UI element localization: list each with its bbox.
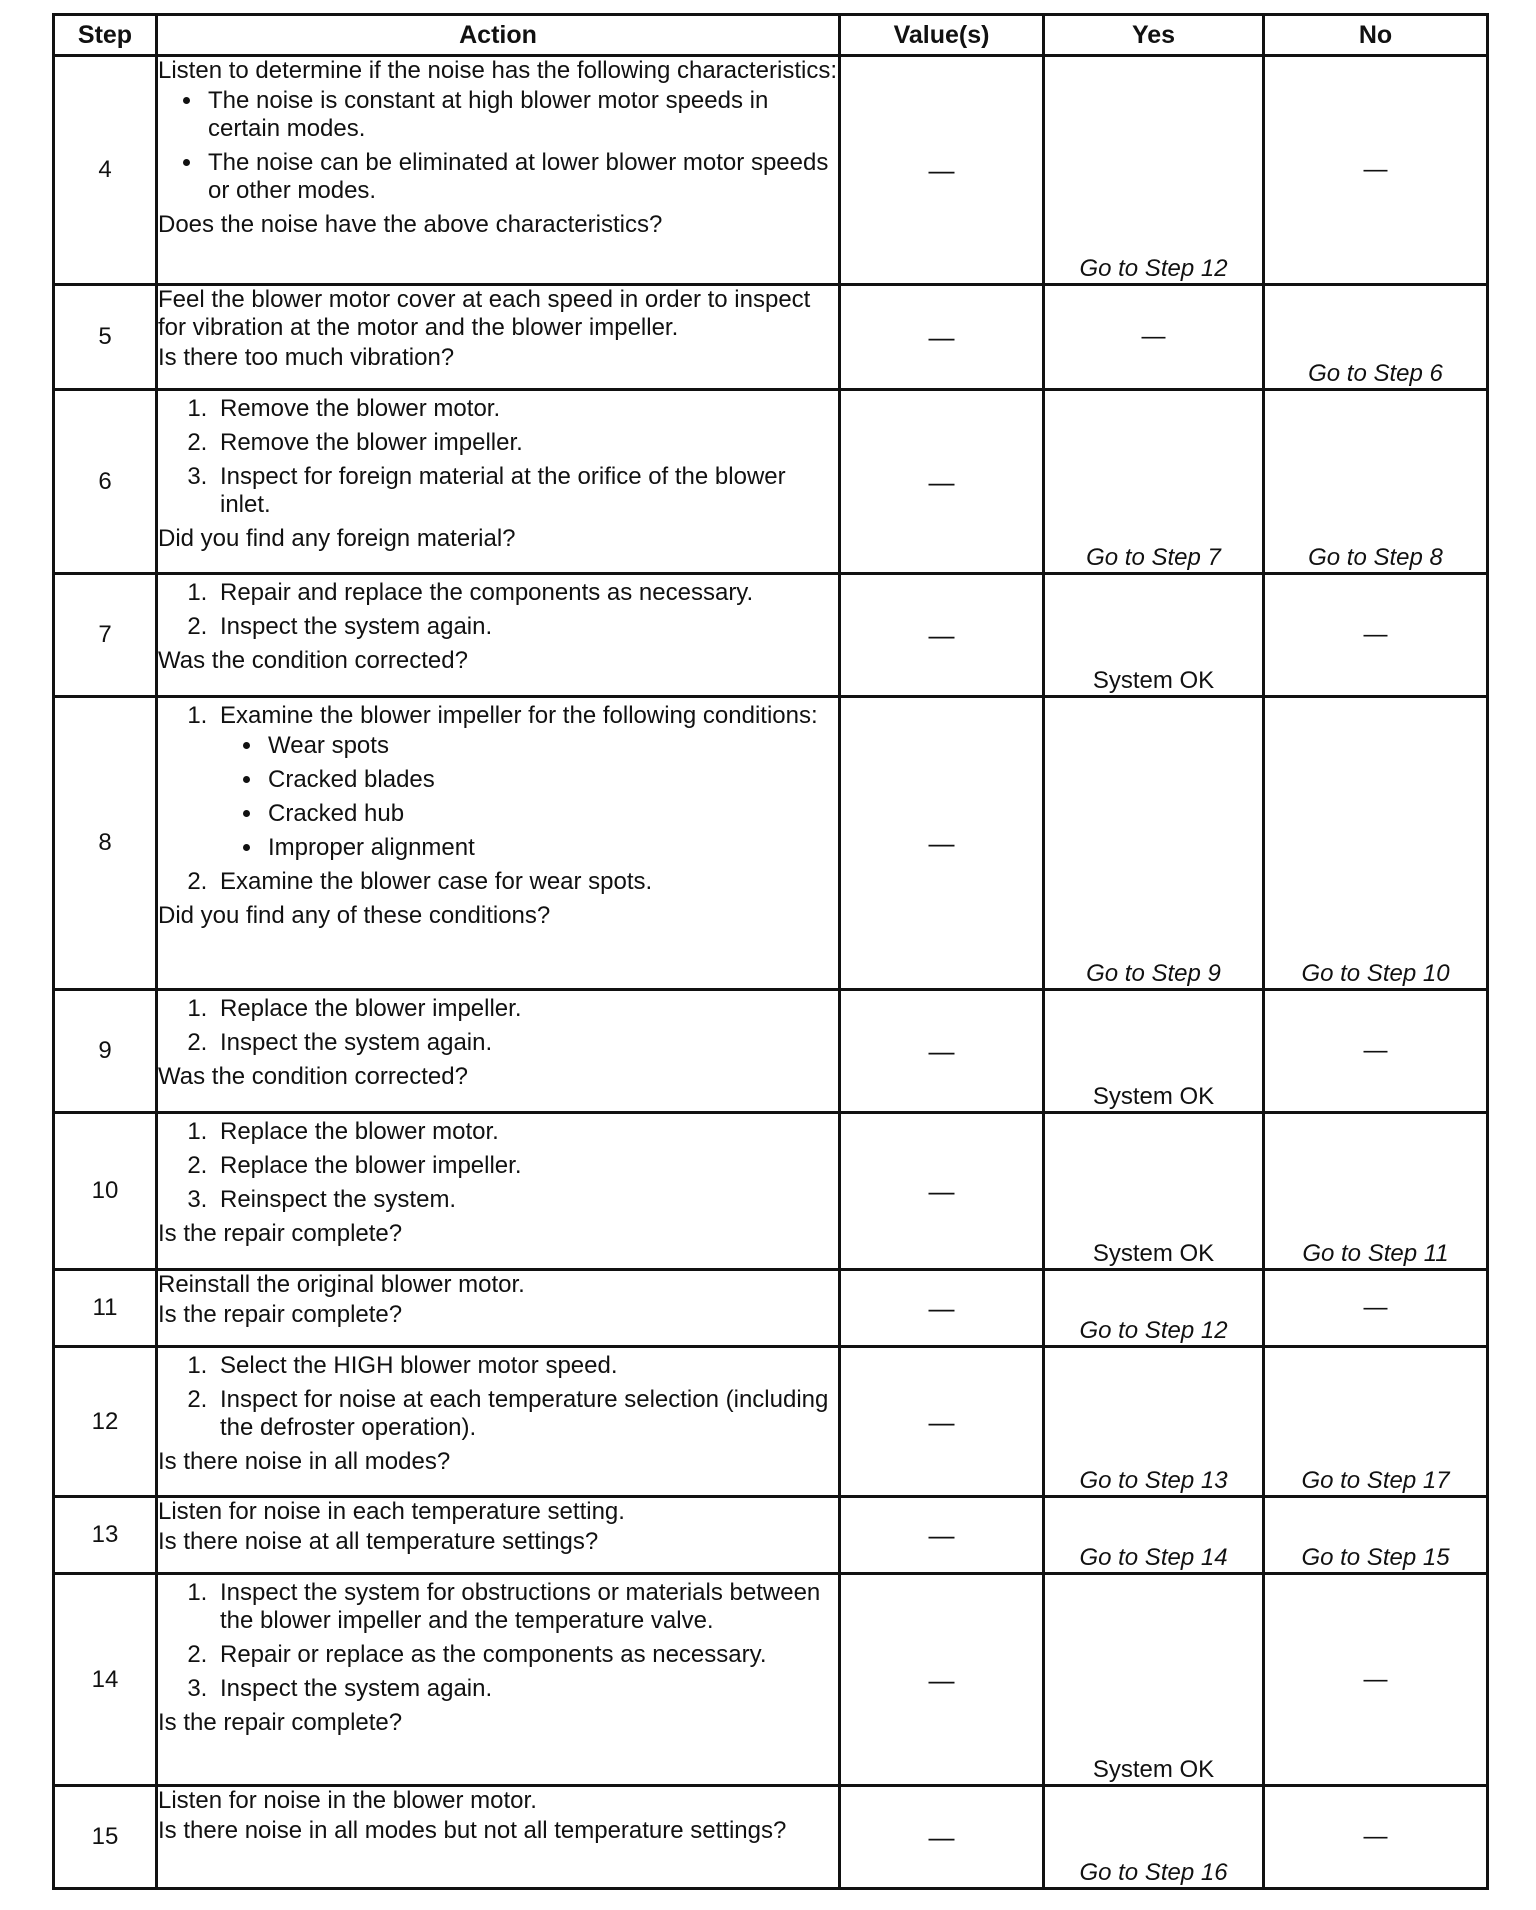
action-cell [157,1113,840,1270]
yes-cell: Go to Step 16 [1044,1786,1264,1889]
action-cell [157,285,840,390]
no-cell: — [1264,1270,1488,1347]
diagnostic-table [52,13,1489,1890]
header-no: No [1264,15,1488,56]
yes-cell: Go to Step 12 [1044,1270,1264,1347]
value-cell: — [840,285,1044,390]
yes-cell: System OK [1044,1113,1264,1270]
list-item-text: Examine the blower impeller for the following conditions: [220,702,818,729]
value-cell: — [840,990,1044,1113]
step-number: 10 [54,1113,157,1270]
list-item: 3. Reinspect the system. [214,1186,838,1214]
action-question: Is there noise in all modes? [158,1448,451,1475]
list-item: • The noise is constant at high blower motor speeds in certain modes. [204,87,838,143]
list-item: • Wear spots [264,732,838,760]
no-cell: Go to Step 15 [1264,1497,1488,1574]
numbered-list [158,702,838,896]
action-intro: Listen for noise in each temperature setting. [158,1498,625,1525]
header-row [54,15,1488,56]
action-question: Is the repair complete? [158,1220,403,1247]
value-cell: — [840,574,1044,697]
numbered-list [158,579,838,641]
action-cell [157,1786,840,1889]
action-cell [157,1347,840,1497]
list-item: 1. Inspect the system for obstructions or materials between the blower impeller and the temperature valve. [214,1579,838,1635]
action-question: Is there too much vibration? [158,344,455,371]
list-item: 1. Select the HIGH blower motor speed. [214,1352,838,1380]
list-item: • Improper alignment [264,834,838,862]
no-cell: Go to Step 17 [1264,1347,1488,1497]
step-number: 11 [54,1270,157,1347]
list-item: 2. Inspect the system again. [214,1029,838,1057]
step-number: 14 [54,1574,157,1786]
action-cell [157,1270,840,1347]
table-row [54,390,1488,574]
action-intro: Listen for noise in the blower motor. [158,1787,537,1814]
action-question: Did you find any foreign material? [158,525,516,552]
list-item: 2. Examine the blower case for wear spots. [214,868,838,896]
no-cell: — [1264,574,1488,697]
yes-cell: — [1044,285,1264,390]
step-number: 9 [54,990,157,1113]
value-cell: — [840,1786,1044,1889]
step-number: 4 [54,56,157,285]
list-item: 2. Inspect the system again. [214,613,838,641]
numbered-list [158,1118,838,1214]
action-cell [157,990,840,1113]
action-question: Was the condition corrected? [158,1063,468,1090]
yes-cell: System OK [1044,990,1264,1113]
list-item: 1. Replace the blower impeller. [214,995,838,1023]
list-item: 2. Repair or replace as the components as necessary. [214,1641,838,1669]
step-number: 13 [54,1497,157,1574]
value-cell: — [840,1347,1044,1497]
value-cell: — [840,697,1044,990]
list-item: 2. Inspect for noise at each temperature selection (including the defroster operation). [214,1386,838,1442]
header-step: Step [54,15,157,56]
action-cell [157,56,840,285]
table-row [54,1786,1488,1889]
bullet-list [158,87,838,205]
yes-cell: System OK [1044,1574,1264,1786]
bullet-list [220,732,838,862]
action-question: Did you find any of these conditions? [158,902,551,929]
value-cell: — [840,1270,1044,1347]
list-item: 1. Replace the blower motor. [214,1118,838,1146]
list-item [214,702,838,862]
header-action: Action [157,15,840,56]
yes-cell: Go to Step 7 [1044,390,1264,574]
value-cell: — [840,390,1044,574]
action-question: Was the condition corrected? [158,647,468,674]
list-item: • Cracked blades [264,766,838,794]
numbered-list [158,1579,838,1703]
action-question: Does the noise have the above characteristics? [158,211,663,238]
list-item: 2. Remove the blower impeller. [214,429,838,457]
table-row [54,574,1488,697]
action-cell [157,1574,840,1786]
action-intro: Feel the blower motor cover at each speed in order to inspect for vibration at the motor and the blower impeller. [158,286,811,341]
no-cell: Go to Step 8 [1264,390,1488,574]
list-item: 2. Replace the blower impeller. [214,1152,838,1180]
table-row [54,285,1488,390]
header-yes: Yes [1044,15,1264,56]
numbered-list [158,1352,838,1442]
no-cell: Go to Step 10 [1264,697,1488,990]
list-item: 3. Inspect for foreign material at the orifice of the blower inlet. [214,463,838,519]
no-cell: — [1264,1574,1488,1786]
numbered-list [158,395,838,519]
action-intro: Reinstall the original blower motor. [158,1271,525,1298]
no-cell: Go to Step 6 [1264,285,1488,390]
value-cell: — [840,1113,1044,1270]
action-intro: Listen to determine if the noise has the following characteristics: [158,57,838,84]
yes-cell: System OK [1044,574,1264,697]
header-values: Value(s) [840,15,1044,56]
step-number: 6 [54,390,157,574]
action-question: Is the repair complete? [158,1301,403,1328]
action-question: Is there noise at all temperature settings? [158,1528,599,1555]
numbered-list [158,995,838,1057]
list-item: • The noise can be eliminated at lower blower motor speeds or other modes. [204,149,838,205]
list-item: 1. Remove the blower motor. [214,395,838,423]
list-item: • Cracked hub [264,800,838,828]
yes-cell: Go to Step 14 [1044,1497,1264,1574]
table-row [54,990,1488,1113]
yes-cell: Go to Step 9 [1044,697,1264,990]
step-number: 15 [54,1786,157,1889]
action-cell [157,574,840,697]
action-question: Is there noise in all modes but not all temperature settings? [158,1817,787,1844]
action-cell [157,390,840,574]
value-cell: — [840,1574,1044,1786]
no-cell: — [1264,990,1488,1113]
no-cell: — [1264,1786,1488,1889]
table-row [54,697,1488,990]
list-item: 3. Inspect the system again. [214,1675,838,1703]
table-row [54,1497,1488,1574]
yes-cell: Go to Step 13 [1044,1347,1264,1497]
table-row [54,1574,1488,1786]
table-row [54,1270,1488,1347]
value-cell: — [840,56,1044,285]
action-cell [157,697,840,990]
table-row [54,56,1488,285]
list-item: 1. Repair and replace the components as necessary. [214,579,838,607]
step-number: 7 [54,574,157,697]
value-cell: — [840,1497,1044,1574]
table-row [54,1347,1488,1497]
no-cell: Go to Step 11 [1264,1113,1488,1270]
action-cell [157,1497,840,1574]
step-number: 8 [54,697,157,990]
action-question: Is the repair complete? [158,1709,403,1736]
no-cell: — [1264,56,1488,285]
table-row [54,1113,1488,1270]
step-number: 12 [54,1347,157,1497]
yes-cell: Go to Step 12 [1044,56,1264,285]
step-number: 5 [54,285,157,390]
